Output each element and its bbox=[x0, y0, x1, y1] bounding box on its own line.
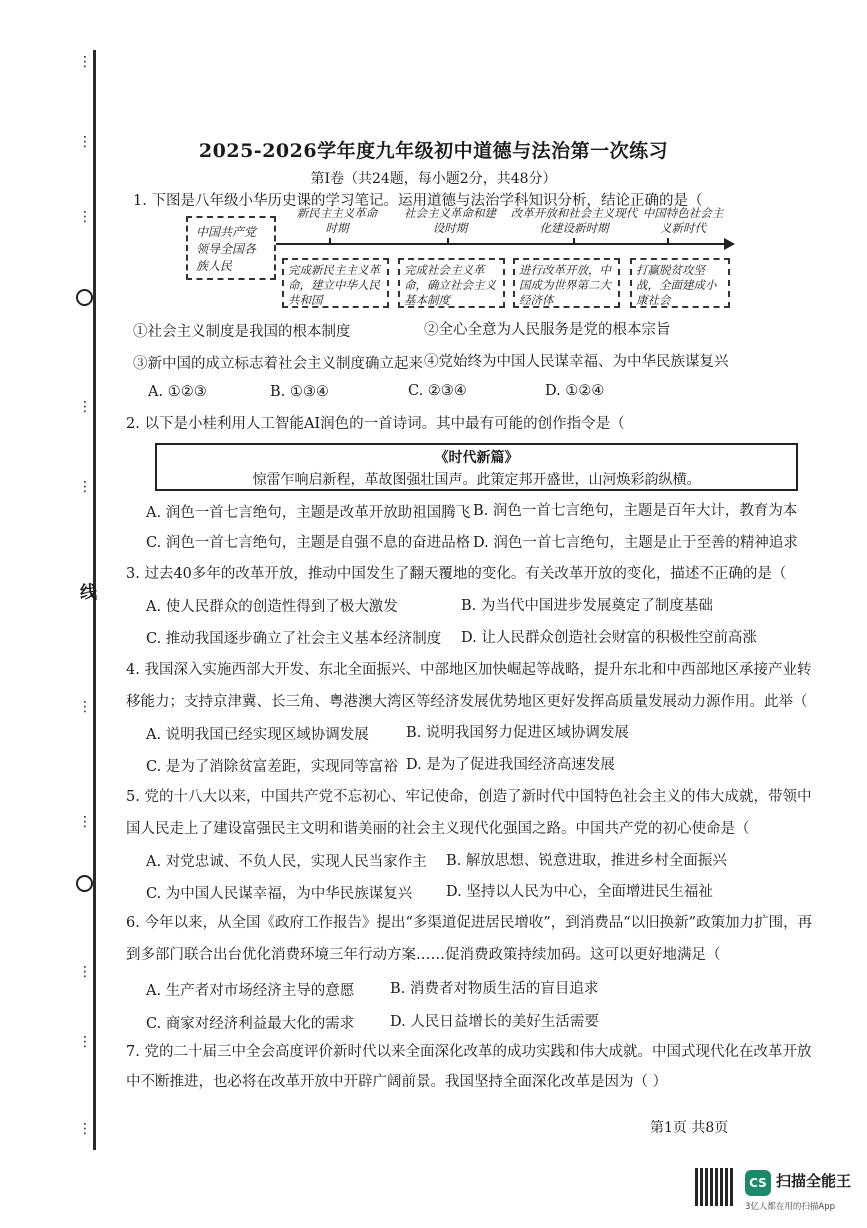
q3-option-b[interactable]: B. 为当代中国进步发展奠定了制度基础 bbox=[461, 598, 713, 614]
camscanner-tagline: 3亿人都在用的扫描App bbox=[745, 1202, 836, 1212]
q4-option-a[interactable]: A. 说明我国已经实现区域协调发展 bbox=[146, 727, 369, 743]
qr-code bbox=[695, 1168, 733, 1206]
q2-option-b[interactable]: B. 润色一首七言绝句，主题是百年大计，教育为本 bbox=[473, 503, 798, 519]
poem-box bbox=[155, 443, 798, 491]
timeline-arrow bbox=[276, 236, 736, 252]
margin-dots: ⋮ bbox=[78, 54, 92, 70]
poem-body: 惊雷乍响启新程，革故图强壮国声。此策定邦开盛世，山河焕彩韵纵横。 bbox=[252, 472, 701, 488]
q1-option-b[interactable]: B. ①③④ bbox=[270, 384, 329, 400]
q3-option-a[interactable]: A. 使人民群众的创造性得到了极大激发 bbox=[146, 599, 398, 615]
margin-dots: ⋮ bbox=[78, 1034, 92, 1050]
page-title: 2025-2026学年度九年级初中道德与法治第一次练习 bbox=[198, 140, 669, 162]
q2-option-c[interactable]: C. 润色一首七言绝句，主题是自强不息的奋进品格 bbox=[146, 535, 471, 551]
q5-option-b[interactable]: B. 解放思想、锐意进取，推进乡村全面振兴 bbox=[446, 853, 727, 869]
margin-dots: ⋮ bbox=[78, 479, 92, 495]
margin-dots: ⋮ bbox=[78, 134, 92, 150]
question-6-stem-line1: 6. 今年以来，从全国《政府工作报告》提出“多渠道促进居民增收”，到消费品“以旧换新”政策加力扩围，再 bbox=[126, 915, 813, 931]
q1-option-a[interactable]: A. ①②③ bbox=[148, 384, 207, 400]
q5-option-c[interactable]: C. 为中国人民谋幸福，为中华民族谋复兴 bbox=[146, 886, 413, 902]
poem-title: 《时代新篇》 bbox=[434, 450, 519, 466]
question-4-stem-line1: 4. 我国深入实施西部大开发、东北全面振兴、中部地区加快崛起等战略，提升东北和中西部地区承接产业转 bbox=[126, 662, 812, 678]
statement-4: ④党始终为中国人民谋幸福、为中华民族谋复兴 bbox=[424, 354, 729, 370]
statement-3: ③新中国的成立标志着社会主义制度确立起来 bbox=[133, 356, 423, 372]
question-7-stem-line1: 7. 党的二十届三中全会高度评价新时代以来全面深化改革的成功实践和伟大成就。中国式现代化在改革开放 bbox=[126, 1044, 812, 1060]
timeline-period-3: 改革开放和社会主义现代化建设新时期 bbox=[510, 206, 638, 235]
margin-dots: ⋮ bbox=[78, 964, 92, 980]
question-1-stem: 1. 下图是八年级小华历史课的学习笔记。运用道德与法治学科知识分析，结论正确的是（ bbox=[133, 193, 703, 209]
q3-option-c[interactable]: C. 推动我国逐步确立了社会主义基本经济制度 bbox=[146, 631, 442, 647]
timeline-event-1: 完成新民主主义革命，建立中华人民共和国 bbox=[282, 258, 389, 308]
timeline-event-2: 完成社会主义革命，确立社会主义基本制度 bbox=[398, 258, 505, 308]
q5-option-d[interactable]: D. 坚持以人民为中心，全面增进民生福祉 bbox=[446, 884, 713, 900]
q2-option-d[interactable]: D. 润色一首七言绝句，主题是止于至善的精神追求 bbox=[473, 535, 798, 551]
binding-hole bbox=[76, 875, 93, 892]
camscanner-name: 扫描全能王 bbox=[776, 1172, 852, 1190]
timeline-period-2: 社会主义革命和建设时期 bbox=[404, 206, 496, 235]
question-5-stem-line1: 5. 党的十八大以来，中国共产党不忘初心、牢记使命，创造了新时代中国特色社会主义的伟大成就，带领中 bbox=[126, 789, 812, 805]
q6-option-c[interactable]: C. 商家对经济利益最大化的需求 bbox=[146, 1016, 355, 1032]
timeline-event-3: 进行改革开放，中国成为世界第二大经济体 bbox=[513, 258, 620, 308]
margin-dots: ⋮ bbox=[78, 1121, 92, 1137]
binding-line bbox=[93, 50, 96, 1150]
margin-dots: ⋮ bbox=[78, 399, 92, 415]
q2-option-a[interactable]: A. 润色一首七言绝句，主题是改革开放助祖国腾飞 bbox=[146, 505, 471, 521]
margin-dots: ⋮ bbox=[78, 209, 92, 225]
page-number: 第1页 共8页 bbox=[650, 1120, 729, 1136]
question-3-stem: 3. 过去40多年的改革开放，推动中国发生了翻天覆地的变化。有关改革开放的变化，描述不正确的是（ bbox=[126, 566, 787, 582]
timeline-period-1: 新民主主义革命时期 bbox=[296, 206, 378, 235]
question-2-stem: 2. 以下是小桂利用人工智能AI润色的一首诗词。其中最有可能的创作指令是（ bbox=[126, 416, 625, 432]
margin-dots: ⋮ bbox=[78, 699, 92, 715]
q3-option-d[interactable]: D. 让人民群众创造社会财富的积极性空前高涨 bbox=[461, 630, 757, 646]
margin-dots: ⋮ bbox=[78, 814, 92, 830]
q1-option-d[interactable]: D. ①②④ bbox=[545, 383, 605, 399]
q4-option-b[interactable]: B. 说明我国努力促进区域协调发展 bbox=[406, 725, 629, 741]
question-4-stem-line2: 移能力；支持京津冀、长三角、粤港澳大湾区等经济发展优势地区更好发挥高质量发展动力源作用。此举（ bbox=[126, 694, 808, 710]
binding-hole bbox=[76, 289, 93, 306]
question-7-stem-line2: 中不断推进，也必将在改革开放中开辟广阔前景。我国坚持全面深化改革是因为（ ） bbox=[126, 1074, 668, 1090]
section-subtitle: 第Ⅰ卷（共24题，每小题2分，共48分） bbox=[310, 171, 557, 187]
timeline-start-box: 中国共产党领导全国各族人民 bbox=[186, 216, 276, 280]
timeline-period-4: 中国特色社会主义新时代 bbox=[642, 206, 724, 235]
timeline-event-4: 打赢脱贫攻坚战，全面建成小康社会 bbox=[630, 258, 730, 308]
statement-1: ①社会主义制度是我国的根本制度 bbox=[133, 324, 351, 340]
question-5-stem-line2: 国人民走上了建设富强民主文明和谐美丽的社会主义现代化强国之路。中国共产党的初心使命是（ bbox=[126, 821, 750, 837]
q4-option-c[interactable]: C. 是为了消除贫富差距，实现同等富裕 bbox=[146, 759, 398, 775]
statement-2: ②全心全意为人民服务是党的根本宗旨 bbox=[424, 322, 671, 338]
question-6-stem-line2: 到多部门联合出台优化消费环境三年行动方案……促消费政策持续加码。这可以更好地满足（ bbox=[126, 947, 721, 963]
q6-option-d[interactable]: D. 人民日益增长的美好生活需要 bbox=[390, 1014, 599, 1030]
q4-option-d[interactable]: D. 是为了促进我国经济高速发展 bbox=[406, 757, 615, 773]
q6-option-a[interactable]: A. 生产者对市场经济主导的意愿 bbox=[146, 983, 355, 999]
q1-option-c[interactable]: C. ②③④ bbox=[408, 383, 467, 399]
camscanner-logo: CS bbox=[745, 1170, 771, 1196]
cut-line-label: 线 bbox=[76, 583, 96, 600]
q6-option-b[interactable]: B. 消费者对物质生活的盲目追求 bbox=[390, 981, 599, 997]
q5-option-a[interactable]: A. 对党忠诚、不负人民，实现人民当家作主 bbox=[146, 854, 427, 870]
